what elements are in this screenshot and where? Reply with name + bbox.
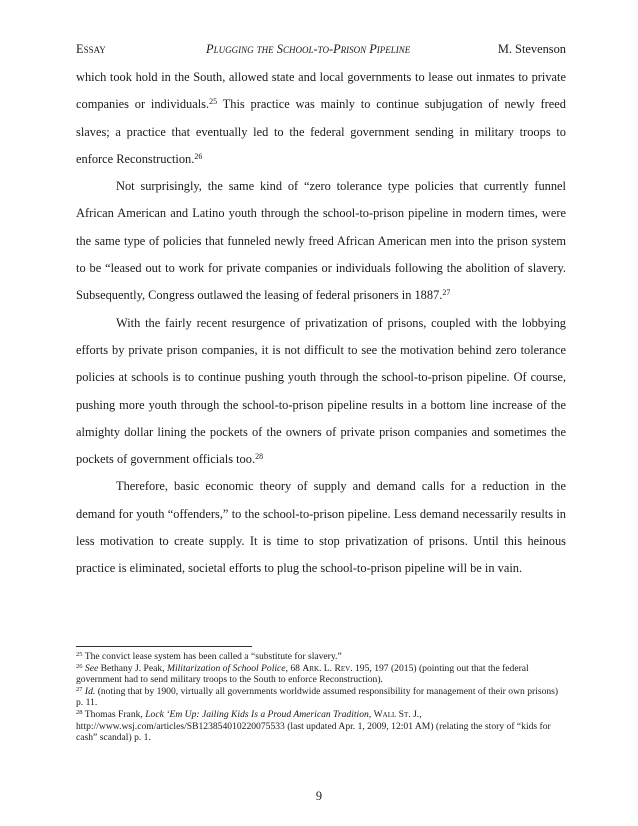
footnote-text: , http://www.wsj.com/articles/SB123854010220075533 (last updated Apr. 1, 2009, 12:01 AM) (relating the story of “kids for cash” scandal) p. 1.	[76, 708, 551, 744]
footnote-text: The convict lease system has been called a “substitute for slavery.”	[82, 651, 342, 662]
footnote-number: 28	[76, 708, 83, 716]
footnotes	[76, 651, 566, 744]
footnote-26	[76, 663, 566, 686]
footnote-text: 195, 197 (2015) (pointing out that the federal government had to send military troops to the South to enforce Reconstruction).	[76, 662, 529, 686]
paragraph-text: With the fairly recent resurgence of privatization of prisons, coupled with the lobbying efforts by private prison companies, it is not difficult to see the motivation behind zero tolerance policies at schools is to continue pushing youth through the school-to-prison pipeline. Of course, pushing more youth through the school-to-prison pipeline results in a bottom line increase of the almighty dollar lining the pockets of the owners of private prison companies and sometimes the pockets of government officials too.	[76, 315, 566, 467]
footnote-27	[76, 686, 566, 709]
footnote-text: , 68	[285, 662, 303, 674]
footnote-signal: Id.	[84, 685, 96, 697]
footnote-title: Militarization of School Police	[166, 662, 286, 674]
paragraph-text: Not surprisingly, the same kind of “zero tolerance type policies that currently funnel African American and Latino youth through the school-to-prison pipeline in modern times, were the same type of policies that funneled newly freed African American men into the prison system to be “leased out to work for private companies or individuals following the abolition of slavery. Subsequently, Congress outlawed the leasing of federal prisoners in 1887.	[76, 179, 566, 303]
footnote-ref-28[interactable]: 28	[255, 452, 264, 462]
footnote-number: 26	[76, 662, 83, 670]
running-header	[76, 42, 566, 58]
paragraph-text: This practice was mainly to continue subjugation of newly freed slaves; a practice that eventually led to the federal government sending in military troops to enforce Reconstruction.	[76, 97, 567, 166]
footnote-ref-27[interactable]: 27	[442, 288, 451, 298]
page-number: 9	[315, 789, 323, 803]
footnote-28	[76, 709, 566, 744]
footnote-ref-25[interactable]: 25	[209, 97, 218, 107]
header-section-label: Essay	[76, 42, 106, 56]
paragraph-1	[76, 64, 566, 173]
footnote-title: Lock ‘Em Up: Jailing Kids Is a Proud American Tradition	[145, 708, 369, 720]
paragraph-2	[76, 173, 566, 309]
footnote-text: (noting that by 1900, virtually all governments worldwide assumed responsibility for management of their own prisons) p. 11.	[76, 685, 559, 709]
footnote-author: Bethany J. Peak,	[98, 662, 167, 674]
footnote-number: 25	[76, 651, 83, 658]
body-text	[76, 64, 566, 583]
footnote-journal: Wall St. J.	[373, 708, 420, 720]
header-article-title: Plugging the School-to-Prison Pipeline	[206, 42, 411, 56]
footnote-number: 27	[76, 685, 83, 693]
header-author: M. Stevenson	[497, 42, 566, 56]
paragraph-3	[76, 310, 566, 474]
paragraph-text: Therefore, basic economic theory of supply and demand calls for a reduction in the demand for youth “offenders,” to the school-to-prison pipeline. Less demand necessarily results in less motivation to create supply. It is time to stop privatization of prisons. Until this heinous practice is eliminated, societal efforts to plug the school-to-prison pipeline will be in vain.	[76, 479, 566, 576]
paragraph-text: which took hold in the South, allowed state and local governments to lease out inmates to private companies or individuals.	[76, 70, 566, 112]
footnote-text: ,	[368, 708, 374, 720]
footnote-divider	[76, 646, 252, 647]
footnote-25	[76, 651, 566, 663]
footnote-signal: See	[84, 662, 99, 674]
footnote-ref-26[interactable]: 26	[194, 151, 203, 161]
paragraph-4	[76, 473, 566, 582]
footnote-journal: Ark. L. Rev.	[302, 662, 353, 674]
footnote-author: Thomas Frank,	[82, 708, 146, 720]
